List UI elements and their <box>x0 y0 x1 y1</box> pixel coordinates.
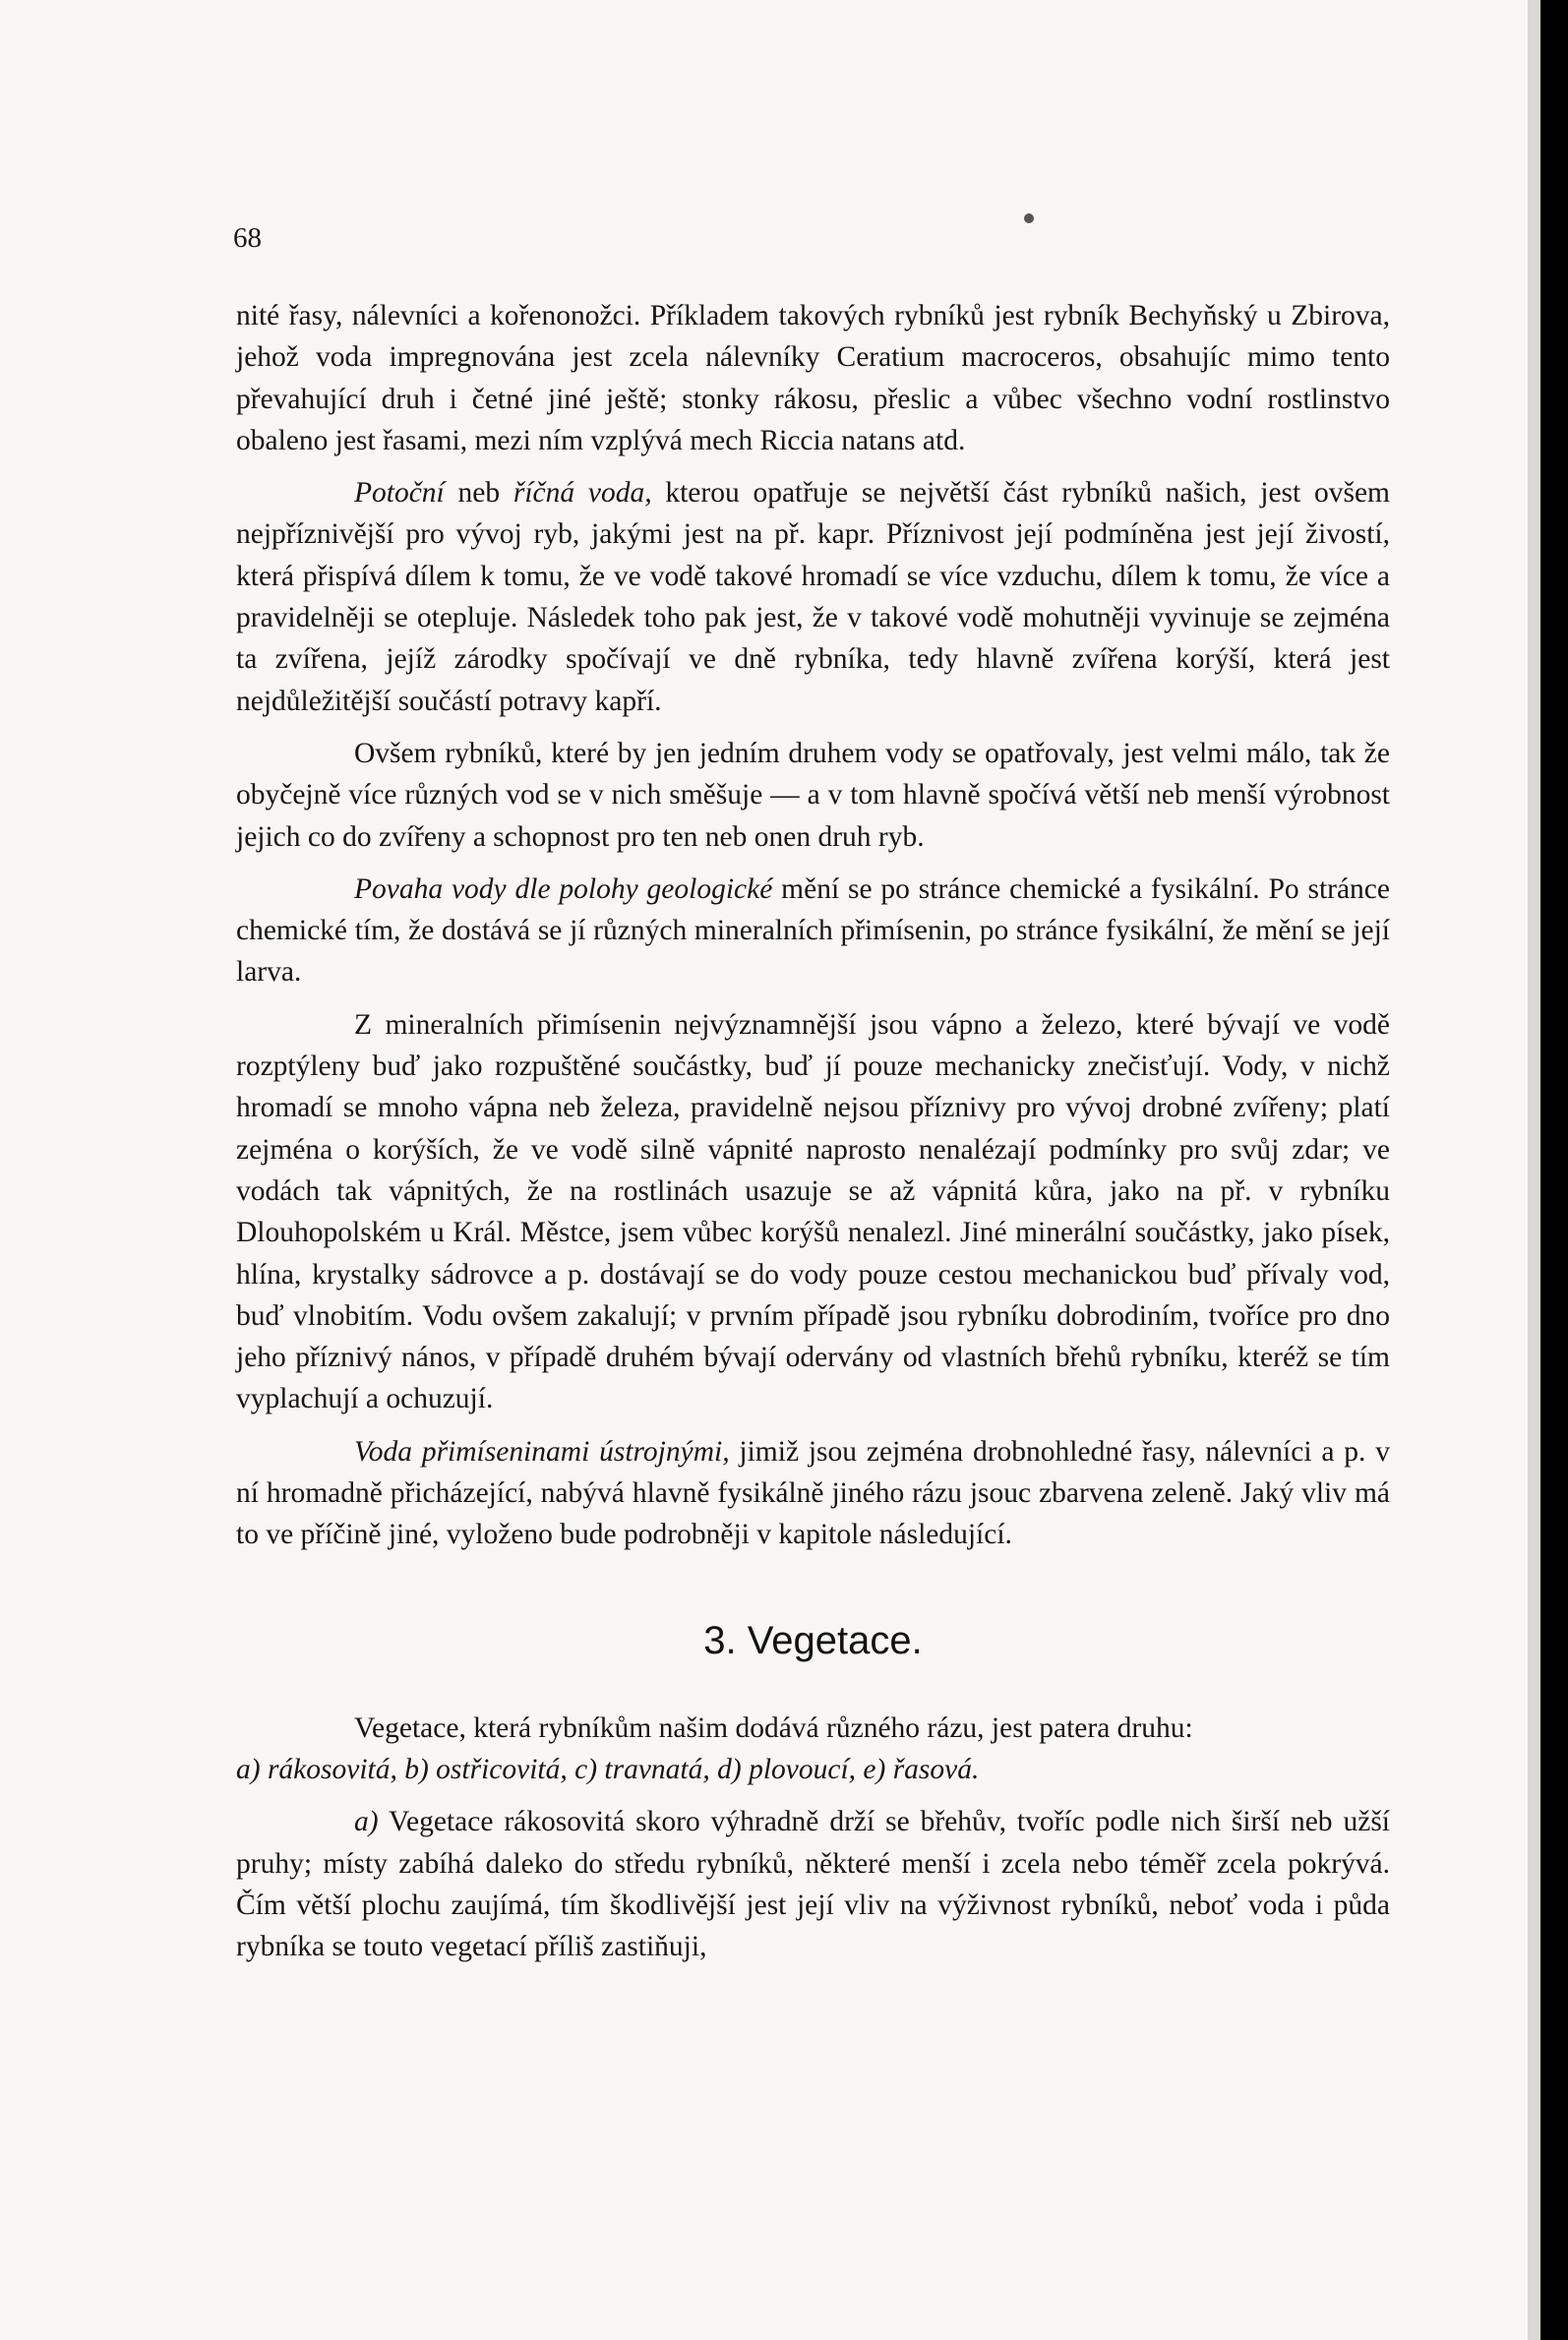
vegetation-a-text: Vegetace rákosovitá skoro výhradně drží se břehův, tvoříc podle nich širší neb užší pruhy; místy zabíhá daleko do středu rybníků, některé menší i zcela nebo téměř zcela pokrývá. Čím větší plochu zaujímá, tím škodlivější jest její vliv na výživnost rybníků, neboť voda i půda rybníka se touto vegetací příliš zastiňuji, <box>236 1806 1390 1963</box>
emphasis-voda-primiseninami: Voda přimíseninami ústrojnými, <box>354 1435 730 1468</box>
ink-speck <box>1024 213 1034 223</box>
paragraph-2-mid: neb <box>444 477 513 510</box>
paragraph-3: Ovšem rybníků, které by jen jedním druhem vody se opatřovaly, jest velmi málo, tak že obyčejně více různých vod se v nich směšuje — a v tom hlavně spočívá větší neb menší výrobnost jejich co do zvířeny a schopnost pro ten neb onen druh ryb. <box>236 737 1390 853</box>
emphasis-povaha-vody: Povaha vody dle polohy geologické <box>354 872 773 905</box>
page-number: 68 <box>233 222 262 254</box>
paragraph-5: Z mineralních přimísenin nejvýznamnější jsou vápno a železo, které bývají ve vodě rozptýleny buď jako rozpuštěné součástky, buď jí pouze mechanicky znečisťují. Vody, v nichž hromadí se mnoho vápna neb železa, pravidelně nejsou příznivy pro vývoj drobné zvířeny; platí zejména o korýších, že ve vodě silně vápnité naprosto nenalézají podmínky pro svůj zdar; ve vodách tak vápnitých, že na rostlinách usazuje se až vápnitá kůra, jako na př. v rybníku Dlouhopolském u Král. Městce, jsem vůbec korýšů nenalezl. Jiné minerální součástky, jako písek, hlína, krystalky sádrovce a p. dostávají se do vody pouze cestou mechanickou buď přívaly vod, buď vlnobitím. Vodu ovšem zakalují; v prvním případě jsou rybníku dobrodiním, tvoříce pro dno jeho příznivý nános, v případě druhém bývají odervány od vlastních břehů rybníku, kteréž se tím vyplachují a ochuzují. <box>236 1008 1390 1415</box>
page-edge-shadow <box>1528 0 1540 2340</box>
paragraph-6 <box>236 1431 1390 1556</box>
item-marker-a: a) <box>354 1806 379 1838</box>
paragraph-1: nité řasy, nálevníci a kořenonožci. Příkladem takových rybníků jest rybník Bechyňský u Zbirova, jehož voda impregnována jest zcela nálevníky Ceratium macroceros, obsahujíc mimo tento převahující druh i četné jiné ještě; stonky rákosu, přeslic a vůbec všechno vodní rostlinstvo obaleno jest řasami, mezi ním vzplývá mech Riccia natans atd. <box>236 300 1390 456</box>
emphasis-ricna-voda: říčná voda, <box>513 477 652 510</box>
paragraph-4-text: mění se po stránce chemické a fysikální. Po stránce chemické tím, že dostává se jí různých mineralních přimísenin, po stránce fysikální, že mění se její larva. <box>236 872 1390 989</box>
vegetation-types-list: a) rákosovitá, b) ostřicovitá, c) travnatá, d) plovoucí, e) řasová. <box>236 1753 980 1785</box>
section-title: 3. Vegetace. <box>703 1618 923 1662</box>
emphasis-potocni: Potoční <box>354 477 445 510</box>
paragraph-2-text: kterou opatřuje se největší část rybníků našich, jest ovšem nejpříznivější pro vývoj ryb, jakými jest na př. kapr. Příznivost její podmíněna jest její živostí, která přispívá dílem k tomu, že ve vodě takové hromadí se více vzduchu, dílem k tomu, že více a pravidelněji se otepluje. Následek toho pak jest, že v takové vodě mohutněji vyvinuje se zejména ta zvířena, jejíž zárodky spočívají ve dně rybníka, tedy hlavně zvířena korýší, která jest nejdůležitější součástí potravy kapří. <box>236 477 1390 717</box>
paragraph-6-text: jimiž jsou zejména drobnohledné řasy, nálevníci a p. v ní hromadně přicházející, nabývá hlavně fysikálně jiného rázu jsouc zbarvena zeleně. Jaký vliv má to ve příčině jiné, vyloženo bude podrobněji v kapitole následující. <box>236 1435 1390 1551</box>
page-body <box>236 295 1390 1978</box>
vegetation-intro: Vegetace, která rybníkům našim dodává různého rázu, jest patera druhu: <box>354 1711 1193 1744</box>
paragraph-4 <box>236 869 1390 993</box>
paragraph-2 <box>236 472 1390 722</box>
vegetation-a-paragraph <box>236 1801 1390 1967</box>
